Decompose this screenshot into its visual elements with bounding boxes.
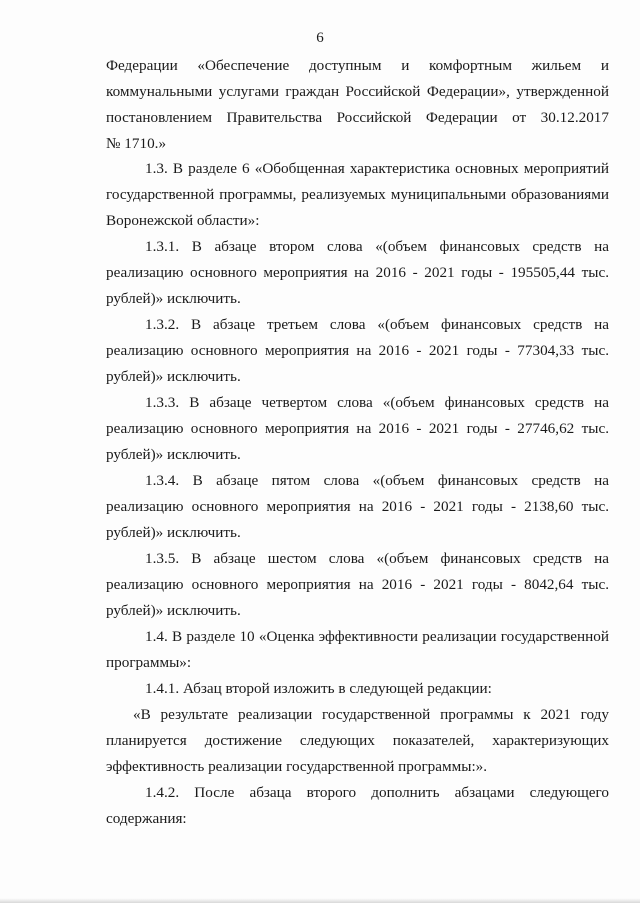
text-line: 1.3.3. В абзаце четвертом слова «(объем финансовых средств на [145, 394, 609, 411]
text-line: государственной программы, реализуемых муниципальными образованиями [106, 186, 609, 203]
paragraph-1-4 [106, 624, 609, 676]
text-line: Воронежской области»: [106, 212, 260, 229]
text-line: рублей)» исключить. [106, 290, 241, 307]
paragraph-1-3 [106, 156, 609, 234]
paragraph-1-3-4 [106, 468, 609, 546]
paragraph-federation-program [106, 53, 609, 157]
text-line: 1.3.2. В абзаце третьем слова «(объем финансовых средств на [145, 316, 609, 333]
page-number: 6 [316, 30, 324, 46]
text-line: 1.3.4. В абзаце пятом слова «(объем финансовых средств на [145, 472, 609, 489]
text-line: реализацию основного мероприятия на 2016 - 2021 годы - 8042,64 тыс. [106, 576, 609, 593]
paragraph-quote [106, 702, 609, 780]
text-line: «В результате реализации государственной программы к 2021 году [133, 706, 609, 723]
text-line: 1.4.1. Абзац второй изложить в следующей редакции: [145, 680, 492, 697]
text-line: 1.3.1. В абзаце втором слова «(объем финансовых средств на [145, 238, 609, 255]
text-line: содержания: [106, 810, 187, 827]
text-line: № 1710.» [106, 135, 167, 152]
paragraph-1-4-2 [106, 780, 609, 832]
paragraph-1-4-1 [106, 676, 609, 702]
text-line: эффективность реализации государственной программы:». [106, 758, 488, 775]
text-line: рублей)» исключить. [106, 368, 241, 385]
text-line: 1.3. В разделе 6 «Обобщенная характеристика основных мероприятий [145, 160, 609, 177]
paragraph-1-3-5 [106, 546, 609, 624]
paragraph-1-3-3 [106, 390, 609, 468]
text-line: программы»: [106, 654, 192, 671]
text-line: рублей)» исключить. [106, 524, 241, 541]
text-line: Федерации «Обеспечение доступным и комфортным жильем и [106, 57, 609, 74]
text-line: постановлением Правительства Российской Федерации от 30.12.2017 [106, 109, 609, 126]
text-line: коммунальными услугами граждан Российской Федерации», утвержденной [106, 83, 609, 100]
paragraph-1-3-1 [106, 234, 609, 312]
text-line: 1.3.5. В абзаце шестом слова «(объем финансовых средств на [145, 550, 609, 567]
text-line: планируется достижение следующих показателей, характеризующих [106, 732, 609, 749]
text-line: реализацию основного мероприятия на 2016 - 2021 годы - 27746,62 тыс. [106, 420, 609, 437]
text-line: реализацию основного мероприятия на 2016 - 2021 годы - 195505,44 тыс. [106, 264, 609, 281]
paragraph-1-3-2 [106, 312, 609, 390]
text-line: рублей)» исключить. [106, 446, 241, 463]
text-line: реализацию основного мероприятия на 2016 - 2021 годы - 77304,33 тыс. [106, 342, 609, 359]
page-bottom-edge [0, 898, 640, 903]
text-line: рублей)» исключить. [106, 602, 241, 619]
text-line: реализацию основного мероприятия на 2016 - 2021 годы - 2138,60 тыс. [106, 498, 609, 515]
text-line: 1.4. В разделе 10 «Оценка эффективности реализации государственной [145, 628, 609, 645]
text-line: 1.4.2. После абзаца второго дополнить абзацами следующего [145, 784, 609, 801]
